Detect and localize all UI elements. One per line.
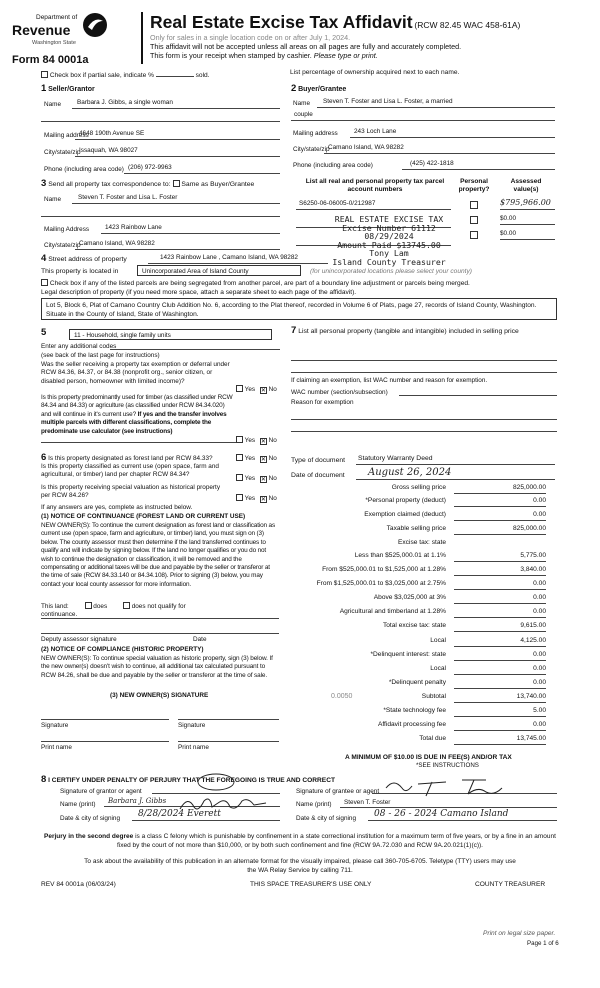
tax-row-value[interactable]: 0.00: [454, 511, 546, 521]
reason-label: Reason for exemption: [291, 399, 354, 406]
doc-type-field[interactable]: Statutory Warranty Deed: [356, 455, 555, 465]
notice1-heading: (1) NOTICE OF CONTINUANCE (FOREST LAND OR CURRENT USE): [41, 513, 246, 520]
doc-date-field[interactable]: August 26, 2024: [356, 467, 555, 480]
tax-row: [288, 594, 556, 606]
forest-question: 6 Is this property designated as forest land per RCW 84.33?: [41, 452, 213, 463]
personal-property-line1[interactable]: [291, 352, 557, 361]
dor-logo: [12, 10, 132, 52]
seller-mail-label: Mailing address: [44, 132, 89, 139]
parcel-list-heading: List all real and personal property tax parcel account numbers: [305, 178, 445, 193]
section7-heading: 7 List all personal property (tangible and intangible) included in selling price: [291, 325, 519, 336]
type-print-note: Please type or print.: [313, 51, 378, 60]
tax-row-label: Subtotal: [421, 693, 446, 700]
deputy-signature-line[interactable]: [41, 626, 279, 634]
grantor-sig-label: Signature of grantor or agent: [60, 788, 142, 795]
tax-row-value[interactable]: 0.00: [454, 497, 546, 507]
does-not-qualify-checkbox[interactable]: [123, 602, 130, 609]
historic-yes-checkbox[interactable]: [236, 494, 243, 501]
section5-num: 5: [41, 327, 47, 338]
partial-sale-row: [41, 69, 210, 80]
header-line1: Only for sales in a single location code on or after July 1, 2024.: [150, 33, 351, 42]
historic-no-checkbox[interactable]: [260, 496, 267, 503]
reason-line2[interactable]: [291, 424, 557, 432]
tax-row-label: Less than $525,000.01 at 1.1%: [354, 552, 446, 559]
seller-name-label: Name: [44, 101, 62, 108]
receipt-note: This form is your receipt when stamped by cashier.: [150, 51, 312, 60]
grantor-signature-icon: [178, 793, 268, 815]
tax-row-label: *Delinquent penalty: [388, 679, 446, 686]
assessed-value-2[interactable]: $0.00: [500, 215, 555, 225]
property-address-field[interactable]: 1423 Rainbow Lane , Camano Island, WA 98282: [148, 254, 328, 264]
assessed-value-3[interactable]: $0.00: [500, 230, 555, 240]
tax-row-value[interactable]: 13,745.00: [454, 735, 546, 745]
does-qualify-checkbox[interactable]: [85, 602, 92, 609]
tax-row-label: Local: [430, 637, 446, 644]
buyer-city-field[interactable]: Camano Island, WA 98282: [324, 144, 555, 154]
owner-print-label-1: Print name: [41, 744, 72, 751]
tax-row-label: Agricultural and timberland at 1.28%: [339, 608, 446, 615]
segregate-checkbox[interactable]: [41, 279, 48, 286]
tax-row-value[interactable]: 0.00: [454, 679, 546, 689]
parcel-number-1[interactable]: S6250-06-06005-0/212987: [296, 200, 451, 210]
grantor-date-field[interactable]: 8/28/2024 Everett: [132, 809, 280, 821]
s3-city-label: City/state/zip: [44, 242, 81, 249]
tax-row-label: Affidavit processing fee: [377, 721, 446, 728]
s3-city-field[interactable]: Camano Island, WA 98282: [75, 240, 280, 250]
buyer-city-label: City/state/zip: [293, 146, 330, 153]
see-back-note: (see back of the last page for instructions): [41, 352, 160, 359]
tax-row-label: From $525,000.01 to $1,525,000 at 1.28%: [322, 566, 446, 573]
deputy-label: Deputy assessor signature: [41, 636, 117, 643]
doc-date-label: Date of document: [291, 472, 345, 479]
tax-row-label: From $1,525,000.01 to $3,025,000 at 2.75%: [316, 580, 446, 587]
buyer-name-label: Name: [293, 100, 311, 107]
tax-row: [288, 651, 556, 663]
tax-row-value[interactable]: 0.00: [454, 580, 546, 590]
personal-property-heading: Personal property?: [458, 178, 490, 193]
form-number: Form 84 0001a: [12, 54, 89, 66]
buyer-phone-label: Phone (including area code): [293, 162, 373, 169]
tax-row-label: Above $3,025,000 at 3%: [373, 594, 446, 601]
assessed-value-heading: Assessed value(s): [510, 178, 542, 193]
seller-phone-field[interactable]: (206) 972-9963: [124, 164, 280, 174]
s3-mail-field[interactable]: 1423 Rainbow Lane: [101, 224, 280, 234]
tax-row-value[interactable]: 0.00: [454, 721, 546, 731]
tax-row-value[interactable]: 5.00: [454, 707, 546, 717]
exemption-yes-checkbox[interactable]: [236, 385, 243, 392]
tax-row-value[interactable]: 5,775.00: [454, 552, 546, 562]
header-divider: [141, 12, 143, 64]
additional-codes-field[interactable]: [110, 342, 280, 350]
additional-codes-label: Enter any additional codes: [41, 343, 117, 350]
seller-city-label: City/state/zip: [44, 149, 81, 156]
tax-row: [288, 735, 556, 747]
exemption-yesno: Yes ✕ No: [236, 385, 277, 394]
county-treasurer: COUNTY TREASURER: [475, 881, 546, 888]
tax-row-value[interactable]: 13,740.00: [454, 693, 546, 703]
tax-row-label: Total due: [419, 735, 446, 742]
notice2-body: NEW OWNER(S): To continue special valuation as historic property, sign (3) below. If the new owner(s) doesn't wish to continue, all additional tax calculated pursuant to RCW 84.26, shall be due and payable by the seller or transferor at the time of sale.: [41, 655, 273, 679]
tax-row: [288, 721, 556, 733]
buyer-phone-field[interactable]: (425) 422-1818: [402, 160, 555, 170]
owner-print-line-1[interactable]: [41, 734, 169, 742]
partial-sale-label: Check box if partial sale, indicate %: [49, 72, 154, 79]
partial-percent-field[interactable]: [156, 69, 194, 77]
location-select[interactable]: Unincorporated Area of Island County: [137, 265, 301, 276]
tax-row: [288, 525, 556, 537]
timber-no-checkbox[interactable]: [260, 438, 267, 445]
legal-desc-label: Legal description of property (if you need more space, attach a separate sheet to each page of the affidavit).: [41, 289, 357, 296]
tax-row-label: Taxable selling price: [386, 525, 446, 532]
current-use-no-checkbox[interactable]: [260, 476, 267, 483]
minimum-due-note: A MINIMUM OF $10.00 IS DUE IN FEE(S) AND/OR TAX: [345, 754, 512, 761]
dor-swoosh-icon: [82, 12, 108, 38]
tax-row-label: Exemption claimed (deduct): [364, 511, 446, 518]
seller-city-field[interactable]: Issaquah, WA 98027: [75, 147, 280, 157]
wac-intro: If claiming an exemption, list WAC number and reason for exemption.: [291, 377, 488, 384]
current-use-yesno: Yes ✕ No: [236, 474, 277, 483]
seller-mail-field[interactable]: 4648 190th Avenue SE: [75, 130, 280, 140]
tax-row: [288, 637, 556, 649]
tax-row-value[interactable]: 825,000.00: [454, 484, 546, 494]
revision-code: REV 84 0001a (06/03/24): [41, 881, 116, 888]
owner-sig-label-1: Signature: [41, 722, 69, 729]
land-use-code-select[interactable]: 11 - Household, single family units: [69, 329, 272, 340]
grantee-name-field[interactable]: Steven T. Foster: [340, 799, 557, 808]
section3-heading: 3 Send all property tax correspondence to: Same as Buyer/Grantee: [41, 178, 255, 189]
tax-row-value[interactable]: 3,840.00: [454, 566, 546, 576]
continuance-label: continuance.: [41, 611, 78, 618]
deputy-date-label: Date: [193, 636, 207, 643]
historic-yesno: Yes ✕ No: [236, 494, 277, 503]
timber-question: Is this property predominantly used for timber (as classified under RCW 84.34 and 84.33) or agriculture (as classified under RCW 84.34.020) and will continue in it's current use? If yes and the transfer involves multiple parcels with different classifications, complete the predominate use calculator (see instructions): [41, 394, 233, 435]
grantee-date-field[interactable]: 08 - 26 - 2024 Camano Island: [368, 809, 557, 821]
tax-row-value[interactable]: 9,615.00: [454, 622, 546, 632]
dept-name: Revenue: [12, 22, 71, 38]
buyer-heading: 2 Buyer/Grantee: [291, 83, 347, 94]
stamp-line6: Island County Treasurer: [332, 256, 446, 267]
wac-field[interactable]: [399, 388, 557, 396]
tax-row-value[interactable]: 0.00: [454, 665, 546, 675]
treasurer-stamp: [322, 215, 456, 267]
grantee-name-label: Name (print): [296, 801, 332, 808]
if-yes-note: If any answers are yes, complete as instructed below.: [41, 504, 193, 511]
tax-row: [288, 497, 556, 509]
tax-row: [288, 693, 556, 705]
certify-heading: 8 I CERTIFY UNDER PENALTY OF PERJURY THAT THE FOREGOING IS TRUE AND CORRECT: [41, 774, 335, 785]
tax-row-label: *Personal property (deduct): [365, 497, 446, 504]
perjury-circle-mark-icon: [196, 772, 236, 792]
grantor-name-label: Name (print): [60, 801, 96, 808]
tax-row: [288, 539, 556, 551]
tax-row-value[interactable]: 0.00: [454, 594, 546, 604]
tax-row: [288, 511, 556, 523]
tax-row: [288, 580, 556, 592]
tax-row-label: Total excise tax: state: [382, 622, 446, 629]
reason-line1[interactable]: [291, 412, 557, 420]
seller-heading: 1 Seller/Grantor: [41, 83, 95, 94]
tax-row: [288, 566, 556, 578]
perjury-notice: Perjury in the second degree is a class C felony which is punishable by confinement in a state correctional institution for a maximum term of five years, or by a fine in an amount fixed by the court of not more than $10,000, or by both such confinement and fine (RCW 9A.72.030 and RCW 9A.20.021(1)(c)).: [44, 833, 556, 850]
dept-top: Department of: [36, 14, 78, 21]
accessibility-notice: To ask about the availability of this publication in an alternate format for the visually impaired, please call 360-705-6705. Teletype (TTY) users may use the WA Relay Service by calling 711.: [84, 858, 516, 875]
same-as-buyer-checkbox[interactable]: [173, 180, 180, 187]
grantee-signature-icon: [382, 776, 522, 798]
located-label: This property is located in: [41, 268, 119, 275]
forest-yesno: Yes ✕ No: [236, 454, 277, 463]
stamp-line3: 08/29/2024: [364, 231, 414, 242]
forest-no-checkbox[interactable]: [260, 456, 267, 463]
grantor-date-label: Date & city of signing: [60, 815, 121, 822]
buyer-mail-label: Mailing address: [293, 130, 338, 137]
current-use-question: Is this property classified as current use (open space, farm and agricultural, or timber) land per chapter RCW 84.34?: [41, 463, 219, 479]
tax-row: [288, 707, 556, 719]
s3-mail-label: Mailing Address: [44, 226, 90, 233]
buyer-mail-field[interactable]: 243 Loch Lane: [350, 128, 555, 138]
personal-property-checkbox-3[interactable]: [470, 231, 478, 239]
dept-state: Washington State: [32, 40, 76, 46]
legal-description-field[interactable]: Lot 5, Block 6, Plat of Camano Country Club Addition No. 6, according to the Plat thereof, recorded in Volume 6 of Plats, page 27, records of Island County, Washington. Situate in the County of Island, State of Washington.: [41, 298, 557, 320]
grantee-sig-label: Signature of grantee or agent: [296, 788, 380, 795]
tax-row-label: *State technology fee: [383, 707, 446, 714]
form-title: [150, 12, 520, 33]
stamp-line5: Tony Lam: [369, 248, 409, 259]
partial-sale-checkbox[interactable]: [41, 71, 48, 78]
segregate-row: Check box if any of the listed parcels are being segregated from another parcel, are part of a boundary line adjustment or parcels being merged.: [41, 279, 561, 288]
buyer-name-line2[interactable]: couple: [291, 111, 555, 121]
tax-row: [288, 622, 556, 634]
grantee-date-label: Date & city of signing: [296, 815, 357, 822]
section4-row: 4 Street address of property: [41, 253, 127, 264]
seller-phone-label: Phone (including area code): [44, 166, 124, 173]
tax-row-label: Excise tax: state: [397, 539, 446, 546]
notice3-heading: (3) NEW OWNER(S) SIGNATURE: [110, 692, 209, 699]
stamp-line4: Amount Paid $13745.00: [337, 239, 441, 250]
seller-name-line2[interactable]: [41, 112, 280, 122]
personal-property-checkbox-2[interactable]: [470, 216, 478, 224]
title-statute: (RCW 82.45 WAC 458-61A): [414, 20, 521, 30]
tax-row-label: *Delinquent interest: state: [370, 651, 446, 658]
treasurer-use-only: THIS SPACE TREASURER'S USE ONLY: [250, 881, 372, 888]
owner-sig-line-1[interactable]: [41, 712, 169, 720]
tax-row-value[interactable]: 0.00: [454, 651, 546, 661]
ownership-note: List percentage of ownership acquired next to each name.: [290, 69, 460, 76]
notice2-heading: (2) NOTICE OF COMPLIANCE (HISTORIC PROPERTY): [41, 646, 204, 653]
unincorporated-note: (for unincorporated locations please select your county): [310, 268, 473, 275]
owner-print-label-2: Print name: [178, 744, 209, 751]
forest-yes-checkbox[interactable]: [236, 454, 243, 461]
tax-row: [288, 552, 556, 564]
tax-row-value[interactable]: 0.00: [454, 608, 546, 618]
personal-property-checkbox-1[interactable]: [470, 201, 478, 209]
wac-label: WAC number (section/subsection): [291, 389, 388, 396]
buyer-name-field[interactable]: Steven T. Foster and Lisa L. Foster, a married: [317, 98, 555, 108]
page-number: Page 1 of 6: [527, 940, 559, 947]
tax-row-value[interactable]: 4,125.00: [454, 637, 546, 647]
assessed-value-1[interactable]: $795,966.00: [500, 198, 555, 210]
tax-row: [288, 484, 556, 496]
stamp-line1: REAL ESTATE EXCISE TAX: [334, 214, 444, 224]
local-rate: 0.0050: [331, 693, 353, 700]
header-line2: This affidavit will not be accepted unless all areas on all pages are fully and accurately completed.: [150, 42, 462, 51]
owner-sig-label-2: Signature: [178, 722, 206, 729]
legal-paper-note: Print on legal size paper.: [483, 930, 556, 937]
qualify-row: This land: does does not qualify for: [41, 603, 186, 610]
exemption-question: Was the seller receiving a property tax exemption or deferral under RCW 84.36, 84.37, or 84.38 (nonprofit org., senior citizen, or disabled person, homeowner with limited income)?: [41, 361, 230, 385]
stamp-line2: Excise Number 61112: [342, 222, 436, 233]
see-instructions-note: *SEE INSTRUCTIONS: [416, 762, 479, 769]
s3-name-line2[interactable]: [41, 207, 280, 217]
continuance-underline: [41, 618, 279, 619]
tax-row-label: Local: [430, 665, 446, 672]
title-text: Real Estate Excise Tax Affidavit: [150, 12, 413, 32]
exemption-no-checkbox[interactable]: [260, 387, 267, 394]
seller-name-field[interactable]: Barbara J. Gibbs, a single woman: [72, 99, 280, 109]
owner-sig-line-2[interactable]: [178, 712, 279, 720]
timber-yes-checkbox[interactable]: [236, 436, 243, 443]
tax-row-value[interactable]: 825,000.00: [454, 525, 546, 535]
tax-row: [288, 679, 556, 691]
personal-property-line2[interactable]: [291, 364, 557, 373]
notice1-body: NEW OWNER(S): To continue the current designation as forest land or classification as current use (open space, farm and agriculture, or timber) land, you must sign on (3) below. The county assessor must then determine if the land transferred continues to qualify and will indicate by signing below. If the land no longer qualifies or you do not wish to continue the designation or classification, it will be removed and the compensating or additional taxes will be due and payable by the seller or transferor at the time of sale (RCW 84.33.140 or 84.34.108). Prior to signing (3) below, you may contact your local county assessor for more information.: [41, 522, 275, 588]
grantor-name-field[interactable]: Barbara J. Gibbs: [104, 797, 280, 807]
historic-question: Is this property receiving special valuation as historical property per RCW 84.26?: [41, 484, 221, 500]
timber-underline: [41, 442, 237, 443]
partial-sold-label: sold.: [195, 72, 210, 79]
tax-row: [288, 665, 556, 677]
tax-row: [288, 608, 556, 620]
s3-name-field[interactable]: Steven T. Foster and Lisa L. Foster: [72, 194, 280, 204]
tax-row-label: Gross selling price: [391, 484, 446, 491]
header-line3: [150, 52, 378, 61]
doc-type-label: Type of document: [291, 457, 346, 464]
owner-print-line-2[interactable]: [178, 734, 279, 742]
s3-name-label: Name: [44, 196, 62, 203]
timber-yesno: Yes ✕ No: [236, 436, 277, 445]
current-use-yes-checkbox[interactable]: [236, 474, 243, 481]
